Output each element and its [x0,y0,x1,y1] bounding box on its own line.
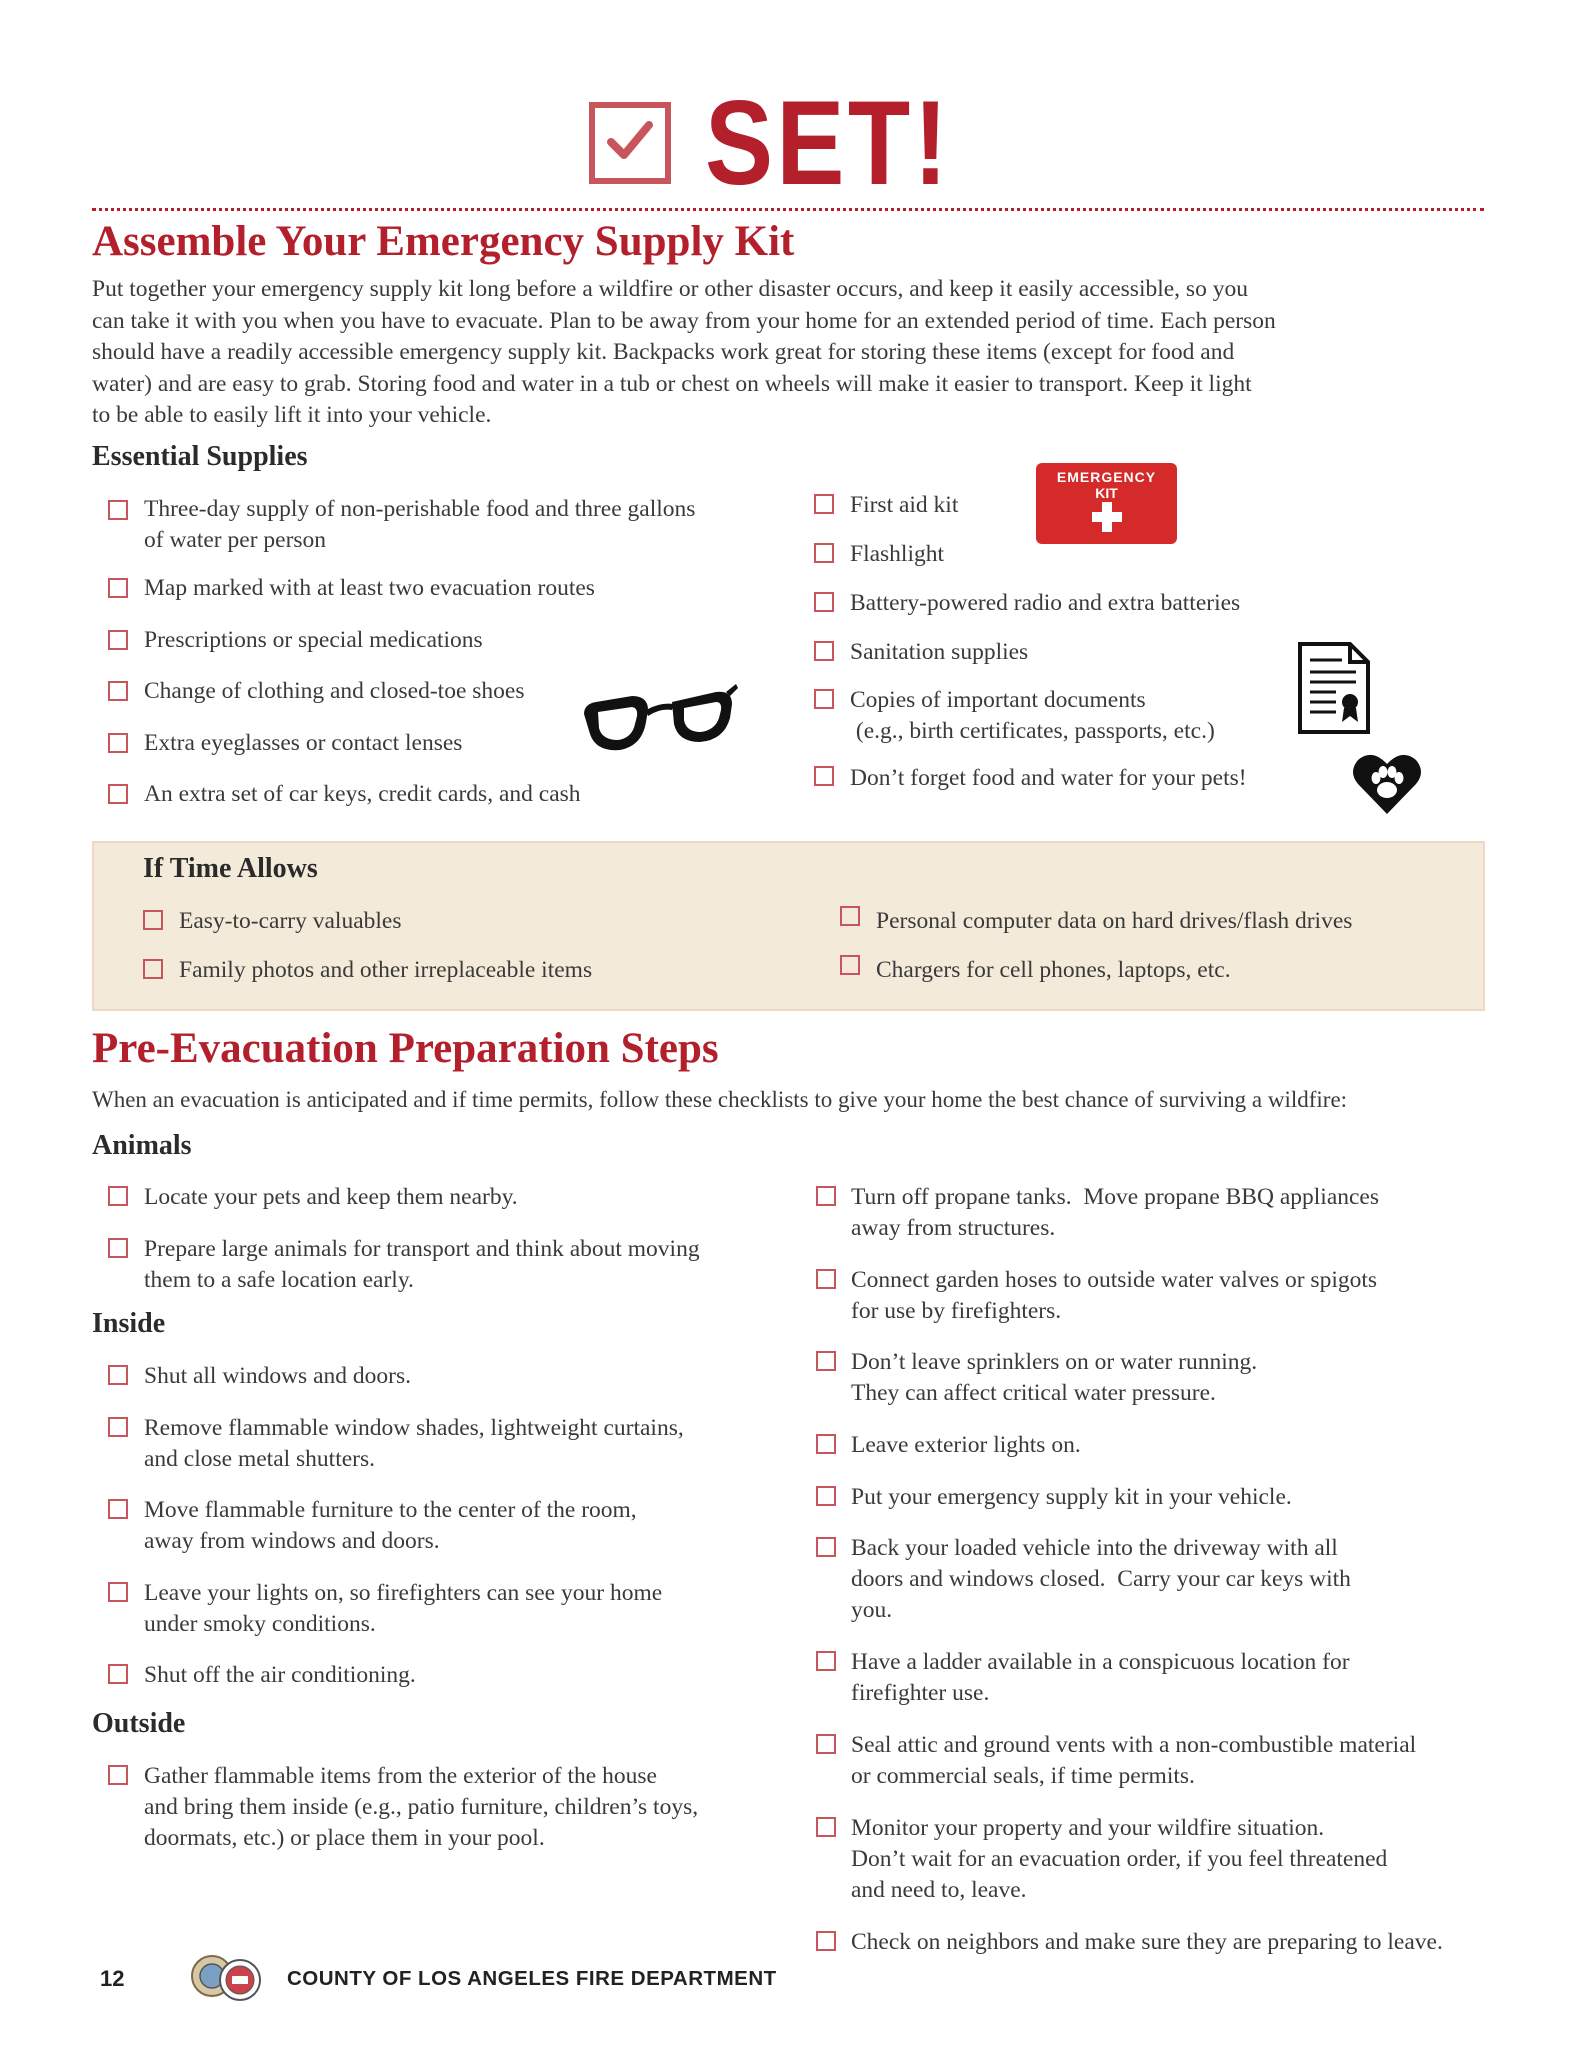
kit-label: EMERGENCY [1056,469,1157,485]
checkbox[interactable] [816,1269,836,1289]
checklist-item: Chargers for cell phones, laptops, etc. [876,957,1231,983]
checkbox[interactable] [143,910,163,930]
section-title-pre-evacuation: Pre-Evacuation Preparation Steps [92,1025,719,1072]
section-title-supply-kit: Assemble Your Emergency Supply Kit [92,218,795,265]
page-number: 12 [100,1966,125,1991]
animals-heading: Animals [92,1130,192,1161]
item-line: Leave your lights on, so firefighters can see your home [144,1580,663,1606]
item-line: They can affect critical water pressure. [851,1380,1216,1406]
item-line: firefighter use. [851,1680,990,1706]
checklist-item [851,1647,1350,1709]
checkbox[interactable] [816,1351,836,1371]
if-time-allows-heading: If Time Allows [143,853,318,884]
checkbox[interactable] [108,733,128,753]
checklist-item: Shut off the air conditioning. [144,1662,416,1688]
item-line: Seal attic and ground vents with a non-combustible material [851,1732,1417,1758]
checklist-item: Put your emergency supply kit in your vehicle. [851,1484,1292,1510]
checkbox[interactable] [108,1186,128,1206]
checkbox[interactable] [816,1817,836,1837]
item-line: Prepare large animals for transport and think about moving [144,1236,700,1262]
checkbox[interactable] [816,1186,836,1206]
checklist-item [850,685,1215,747]
item-line: you. [851,1597,893,1623]
checklist-item [144,1578,662,1640]
checkbox[interactable] [108,630,128,650]
checkbox[interactable] [108,1664,128,1684]
checklist-item: First aid kit [850,492,959,518]
intro-line: should have a readily accessible emergency supply kit. Backpacks work great for storing these items (except for food and [92,339,1235,365]
item-line: Turn off propane tanks. Move propane BBQ appliances [851,1184,1380,1210]
item-line: Don’t wait for an evacuation order, if you feel threatened [851,1846,1388,1872]
eyeglasses-icon [582,676,738,758]
inside-heading: Inside [92,1308,166,1339]
checklist-item: Leave exterior lights on. [851,1432,1081,1458]
checklist-item [851,1265,1377,1327]
item-line: Move flammable furniture to the center of the room, [144,1497,637,1523]
item-line: of water per person [144,527,327,553]
item-line: and bring them inside (e.g., patio furniture, children’s toys, [144,1794,699,1820]
checklist-item: Extra eyeglasses or contact lenses [144,730,463,756]
checklist-item [851,1730,1416,1792]
checkbox[interactable] [816,1486,836,1506]
checklist-item: Shut all windows and doors. [144,1363,411,1389]
checklist-item [144,1234,700,1296]
item-line: doors and windows closed. Carry your car keys with [851,1566,1351,1592]
item-line: and close metal shutters. [144,1446,376,1472]
checkbox[interactable] [816,1734,836,1754]
outside-heading: Outside [92,1708,186,1739]
set-title: SET! [704,76,951,210]
item-line: and need to, leave. [851,1877,1027,1903]
item-line: doormats, etc.) or place them in your pool. [144,1825,545,1851]
checklist-item: Prescriptions or special medications [144,627,483,653]
item-line: for use by firefighters. [851,1298,1062,1324]
checkbox[interactable] [108,1499,128,1519]
cross-icon [1091,501,1123,533]
item-line: away from windows and doors. [144,1528,440,1554]
checkbox[interactable] [816,1931,836,1951]
item-line: Gather flammable items from the exterior of the house [144,1763,657,1789]
checkbox[interactable] [814,592,834,612]
checklist-item [144,1761,698,1854]
checklist-item [851,1533,1351,1626]
divider [92,208,1484,211]
checkbox[interactable] [816,1434,836,1454]
checklist-item: Sanitation supplies [850,639,1029,665]
checkbox[interactable] [108,578,128,598]
footer-organization: COUNTY OF LOS ANGELES FIRE DEPARTMENT [287,1967,777,1990]
item-line: Remove flammable window shades, lightweight curtains, [144,1415,684,1441]
checkbox[interactable] [108,1582,128,1602]
checklist-item: Change of clothing and closed-toe shoes [144,678,525,704]
checkbox[interactable] [840,906,860,926]
checklist-item: Battery-powered radio and extra batteries [850,590,1241,616]
checklist-item [144,1495,637,1557]
intro-line: water) and are easy to grab. Storing food and water in a tub or chest on wheels will make it easier to transport. Keep it light [92,370,1252,397]
checklist-item: Easy-to-carry valuables [179,908,402,934]
pre-evacuation-intro: When an evacuation is anticipated and if time permits, follow these checklists to give your home the best chance of surviving a wildfire: [92,1087,1348,1112]
item-line: under smoky conditions. [144,1611,376,1637]
checklist-item [144,494,695,556]
item-line: Copies of important documents [850,687,1146,713]
item-line: away from structures. [851,1215,1056,1241]
item-line: (e.g., birth certificates, passports, etc.) [850,718,1215,744]
document-certificate-icon [1296,640,1372,736]
checklist-item: Don’t forget food and water for your pets! [850,765,1247,791]
checkbox[interactable] [143,959,163,979]
intro-line: to be able to easily lift it into your vehicle. [92,402,492,428]
pet-paw-heart-icon [1352,750,1422,816]
checkbox[interactable] [108,1765,128,1785]
checklist-item: An extra set of car keys, credit cards, and cash [144,781,581,807]
checklist-item [851,1182,1379,1244]
checkbox[interactable] [814,689,834,709]
intro-line: can take it with you when you have to evacuate. Plan to be away from your home for an extended period of time. Each person [92,307,1276,334]
item-line: Connect garden hoses to outside water valves or spigots [851,1267,1378,1293]
item-line: Back your loaded vehicle into the driveway with all [851,1535,1338,1561]
emergency-kit-icon [1036,463,1177,544]
checkbox[interactable] [108,500,128,520]
checkbox[interactable] [816,1651,836,1671]
checklist-item [144,1413,684,1475]
checklist-item: Locate your pets and keep them nearby. [144,1184,518,1210]
intro-line: Put together your emergency supply kit long before a wildfire or other disaster occurs, and keep it easily accessible, so you [92,276,1248,302]
checkbox[interactable] [108,784,128,804]
checkbox-check-icon [589,102,671,184]
item-line: Don’t leave sprinklers on or water running. [851,1349,1258,1375]
checkbox[interactable] [814,494,834,514]
checkbox[interactable] [108,1365,128,1385]
item-line: Have a ladder available in a conspicuous location for [851,1649,1350,1675]
item-line: Monitor your property and your wildfire situation. [851,1815,1325,1841]
essential-supplies-heading: Essential Supplies [92,441,308,472]
checkbox[interactable] [840,955,860,975]
checkbox[interactable] [814,543,834,563]
item-line: Three-day supply of non-perishable food and three gallons [144,496,696,522]
checklist-item: Map marked with at least two evacuation routes [144,575,595,601]
checklist-item [851,1347,1257,1409]
checklist-item: Check on neighbors and make sure they are preparing to leave. [851,1929,1443,1955]
checkbox[interactable] [108,681,128,701]
item-line: them to a safe location early. [144,1267,414,1293]
county-seal-logos [190,1952,264,2004]
page-header [0,76,1583,210]
checkbox[interactable] [814,641,834,661]
checklist-item: Flashlight [850,541,945,567]
checklist-item: Family photos and other irreplaceable items [179,957,593,983]
supply-kit-intro [92,274,1492,432]
checkbox[interactable] [816,1537,836,1557]
checkbox[interactable] [108,1238,128,1258]
checklist-item: Personal computer data on hard drives/flash drives [876,908,1353,934]
item-line: or commercial seals, if time permits. [851,1763,1195,1789]
kit-label: KIT [1095,485,1118,501]
checkbox[interactable] [108,1417,128,1437]
checklist-item [851,1813,1387,1906]
checkbox[interactable] [814,766,834,786]
